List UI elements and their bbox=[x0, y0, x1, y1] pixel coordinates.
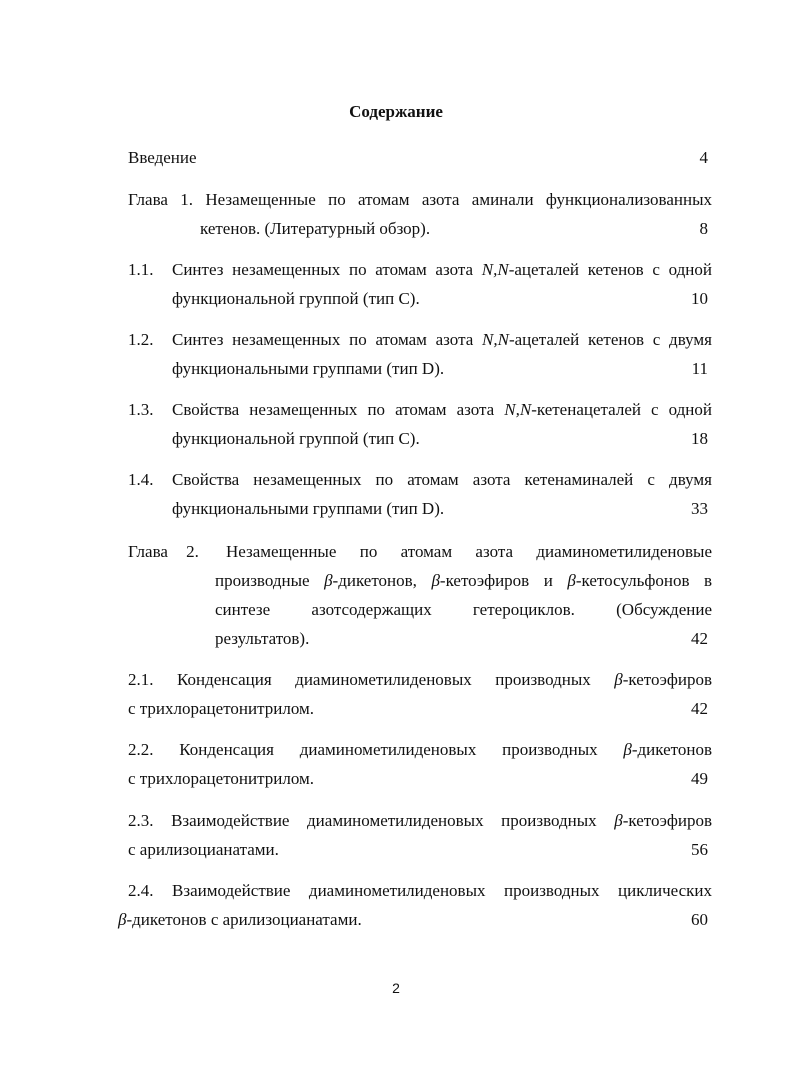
toc-s2-1-line1 bbox=[128, 669, 712, 691]
toc-ch2-text-d: -кетосульфонов в bbox=[575, 571, 713, 590]
toc-s2-1-beta: β bbox=[614, 670, 623, 689]
toc-s2-2-line1 bbox=[128, 739, 712, 761]
toc-s2-3-num: 2.3. bbox=[128, 811, 154, 830]
toc-s1-3-text-b: -кетенацеталей с одной bbox=[531, 400, 712, 419]
toc-s1-3-num: 1.3. bbox=[128, 400, 154, 419]
toc-ch2-prefix: Глава 2. bbox=[128, 542, 199, 561]
toc-s1-4-page: 33 bbox=[691, 499, 708, 518]
toc-s1-2-page: 11 bbox=[691, 359, 708, 378]
toc-s2-4-line2 bbox=[118, 909, 362, 931]
toc-s2-1-line2: с трихлорацетонитрилом. bbox=[128, 699, 315, 718]
toc-s1-3-italic: N,N bbox=[504, 400, 532, 419]
toc-s1-1-text-a: Синтез незамещенных по атомам азота bbox=[172, 260, 482, 279]
toc-ch2-line3: синтезе азотсодержащих гетероциклов. (Обсуждение bbox=[215, 600, 712, 619]
toc-s2-4-text-b: -дикетонов с арилизоцианатами. bbox=[126, 910, 362, 929]
toc-s2-1-page: 42 bbox=[691, 699, 708, 718]
toc-s2-4-num: 2.4. bbox=[128, 881, 154, 900]
toc-intro-title: Введение bbox=[128, 148, 197, 167]
toc-s2-1-text-a: Конденсация диаминометилиденовых производных bbox=[177, 670, 615, 689]
toc-s1-1-line1 bbox=[172, 259, 712, 281]
toc-s2-2-text-a: Конденсация диаминометилиденовых производных bbox=[179, 740, 624, 759]
toc-ch1-line1 bbox=[128, 189, 712, 211]
toc-s2-4-page: 60 bbox=[691, 910, 708, 929]
page-title: Содержание bbox=[349, 102, 443, 121]
toc-s1-1-page: 10 bbox=[691, 289, 708, 308]
toc-s1-2-text-b: -ацеталей кетенов с двумя bbox=[508, 330, 712, 349]
toc-s1-2-italic: N,N bbox=[482, 330, 509, 349]
toc-s1-2-text-a: Синтез незамещенных по атомам азота bbox=[172, 330, 483, 349]
toc-s2-3-text-b: -кетоэфиров bbox=[622, 811, 712, 830]
toc-s2-3-beta: β bbox=[614, 811, 623, 830]
toc-s1-3-page: 18 bbox=[691, 429, 708, 448]
toc-ch2-text-c: -кетоэфиров и bbox=[439, 571, 568, 590]
toc-ch2-line2 bbox=[215, 570, 712, 592]
toc-s2-2-page: 49 bbox=[691, 769, 708, 788]
toc-s2-2-num: 2.2. bbox=[128, 740, 154, 759]
toc-s1-1-line2: функциональной группой (тип C). bbox=[172, 289, 420, 308]
toc-s2-4-beta: β bbox=[118, 910, 127, 929]
toc-s1-2-line2: функциональными группами (тип D). bbox=[172, 359, 445, 378]
toc-ch2-text-b: -дикетонов, bbox=[332, 571, 432, 590]
toc-ch1-text: Незамещенные по атомам азота аминали функционализованных bbox=[205, 190, 712, 209]
toc-s1-3-text-a: Свойства незамещенных по атомам азота bbox=[172, 400, 505, 419]
toc-s2-1-text-b: -кетоэфиров bbox=[622, 670, 713, 689]
toc-s1-4-line2: функциональными группами (тип D). bbox=[172, 499, 445, 518]
toc-s2-1-num: 2.1. bbox=[128, 670, 154, 689]
toc-s2-4-line1 bbox=[128, 880, 712, 902]
toc-s1-1-num: 1.1. bbox=[128, 260, 154, 279]
toc-ch2-beta-3: β bbox=[567, 571, 576, 590]
toc-s2-3-line2: с арилизоцианатами. bbox=[128, 840, 279, 859]
toc-s1-3-line2: функциональной группой (тип C). bbox=[172, 429, 420, 448]
toc-s2-3-text-a: Взаимодействие диаминометилиденовых производных bbox=[171, 811, 615, 830]
toc-s2-2-text-b: -дикетонов bbox=[631, 740, 712, 759]
toc-s1-2-line1 bbox=[172, 329, 712, 351]
toc-ch2-beta-2: β bbox=[431, 571, 440, 590]
toc-ch2-line1: Незамещенные по атомам азота диаминометилиденовые bbox=[226, 542, 712, 561]
toc-s1-4-line1: Свойства незамещенных по атомам азота кетенаминалей с двумя bbox=[172, 470, 712, 489]
toc-s2-3-line1 bbox=[128, 810, 712, 832]
toc-s2-3-page: 56 bbox=[691, 840, 708, 859]
toc-ch2-text-a: производные bbox=[215, 571, 325, 590]
toc-ch1-prefix: Глава 1. bbox=[128, 190, 194, 209]
toc-ch2-beta-1: β bbox=[324, 571, 333, 590]
toc-s1-4-num: 1.4. bbox=[128, 470, 154, 489]
toc-s1-2-num: 1.2. bbox=[128, 330, 154, 349]
toc-s2-2-beta: β bbox=[623, 740, 632, 759]
toc-s1-1-text-b: -ацеталей кетенов с одной bbox=[508, 260, 712, 279]
toc-ch2-page: 42 bbox=[691, 629, 708, 648]
toc-ch1-line2: кетенов. (Литературный обзор). bbox=[200, 219, 431, 238]
toc-s2-4-text: Взаимодействие диаминометилиденовых производных циклических bbox=[172, 881, 712, 900]
toc-ch2-line4: результатов). bbox=[215, 629, 310, 648]
toc-s1-1-italic: N,N bbox=[481, 260, 509, 279]
toc-s2-2-line2: с трихлорацетонитрилом. bbox=[128, 769, 315, 788]
toc-ch1-page: 8 bbox=[699, 219, 708, 238]
toc-intro-page: 4 bbox=[699, 148, 708, 167]
page-number: 2 bbox=[392, 980, 400, 996]
toc-s1-3-line1 bbox=[172, 399, 712, 421]
